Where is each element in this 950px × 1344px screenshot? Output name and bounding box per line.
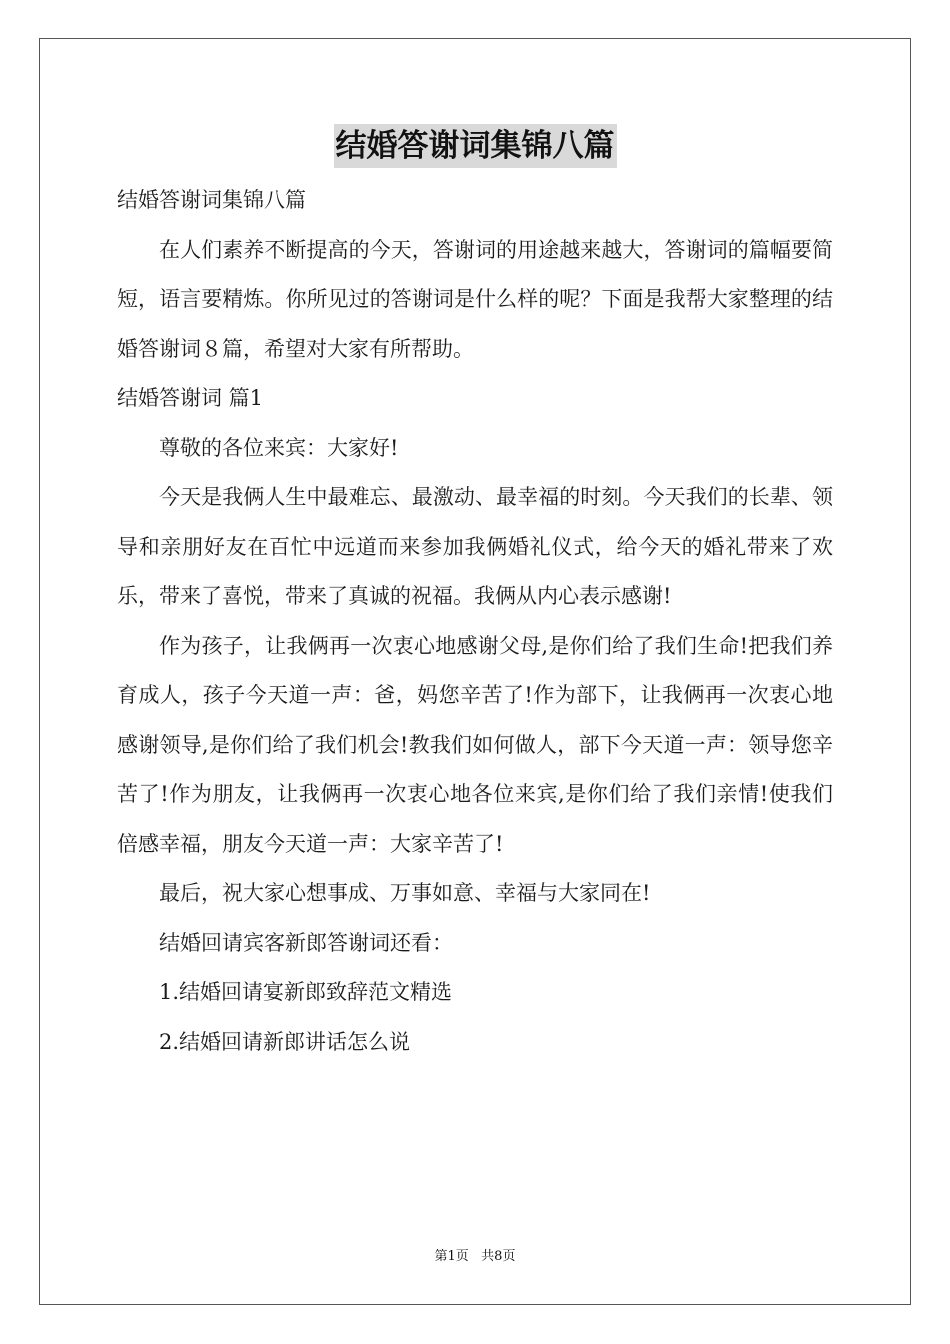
related-heading: 结婚回请宾客新郎答谢词还看：: [159, 930, 453, 955]
section-heading: 结婚答谢词 篇1: [117, 386, 264, 410]
intro-paragraph: 在人们素养不断提高的今天，答谢词的用途越来越大，答谢词的篇幅要简短，语言要精炼。你所见过的答谢词是什么样的呢？下面是我帮大家整理的结婚答谢词８篇，希望对大家有所帮助。: [117, 237, 833, 361]
body-paragraph: 作为孩子，让我俩再一次衷心地感谢父母,是你们给了我们生命!把我们养育成人，孩子今天道一声：爸，妈您辛苦了!作为部下，让我俩再一次衷心地感谢领导,是你们给了我们机会!教我们如何做人，部下今天道一声：领导您辛苦了!作为朋友，让我俩再一次衷心地各位来宾,是你们给了我们亲情!使我们倍感幸福，朋友今天道一声：大家辛苦了!: [117, 633, 833, 856]
page-number: 第1页 共8页: [434, 1249, 516, 1264]
page-footer: [0, 1245, 950, 1264]
document-title: [0, 124, 950, 168]
closing-paragraph: 最后，祝大家心想事成、万事如意、幸福与大家同在!: [159, 881, 651, 905]
document-body: [117, 176, 833, 1067]
related-link-2[interactable]: 2.结婚回请新郎讲话怎么说: [159, 1029, 411, 1054]
greeting-paragraph: 尊敬的各位来宾：大家好!: [159, 435, 399, 460]
body-paragraph: 今天是我俩人生中最难忘、最激动、最幸福的时刻。今天我们的长辈、领导和亲朋好友在百忙中远道而来参加我俩婚礼仪式，给今天的婚礼带来了欢乐，带来了喜悦，带来了真诚的祝福。我俩从内心表示感谢!: [117, 485, 833, 608]
subtitle-line: 结婚答谢词集锦八篇: [117, 188, 306, 212]
document-title-text: 结婚答谢词集锦八篇: [334, 124, 617, 168]
related-link-1[interactable]: 1.结婚回请宴新郎致辞范文精选: [159, 980, 453, 1004]
